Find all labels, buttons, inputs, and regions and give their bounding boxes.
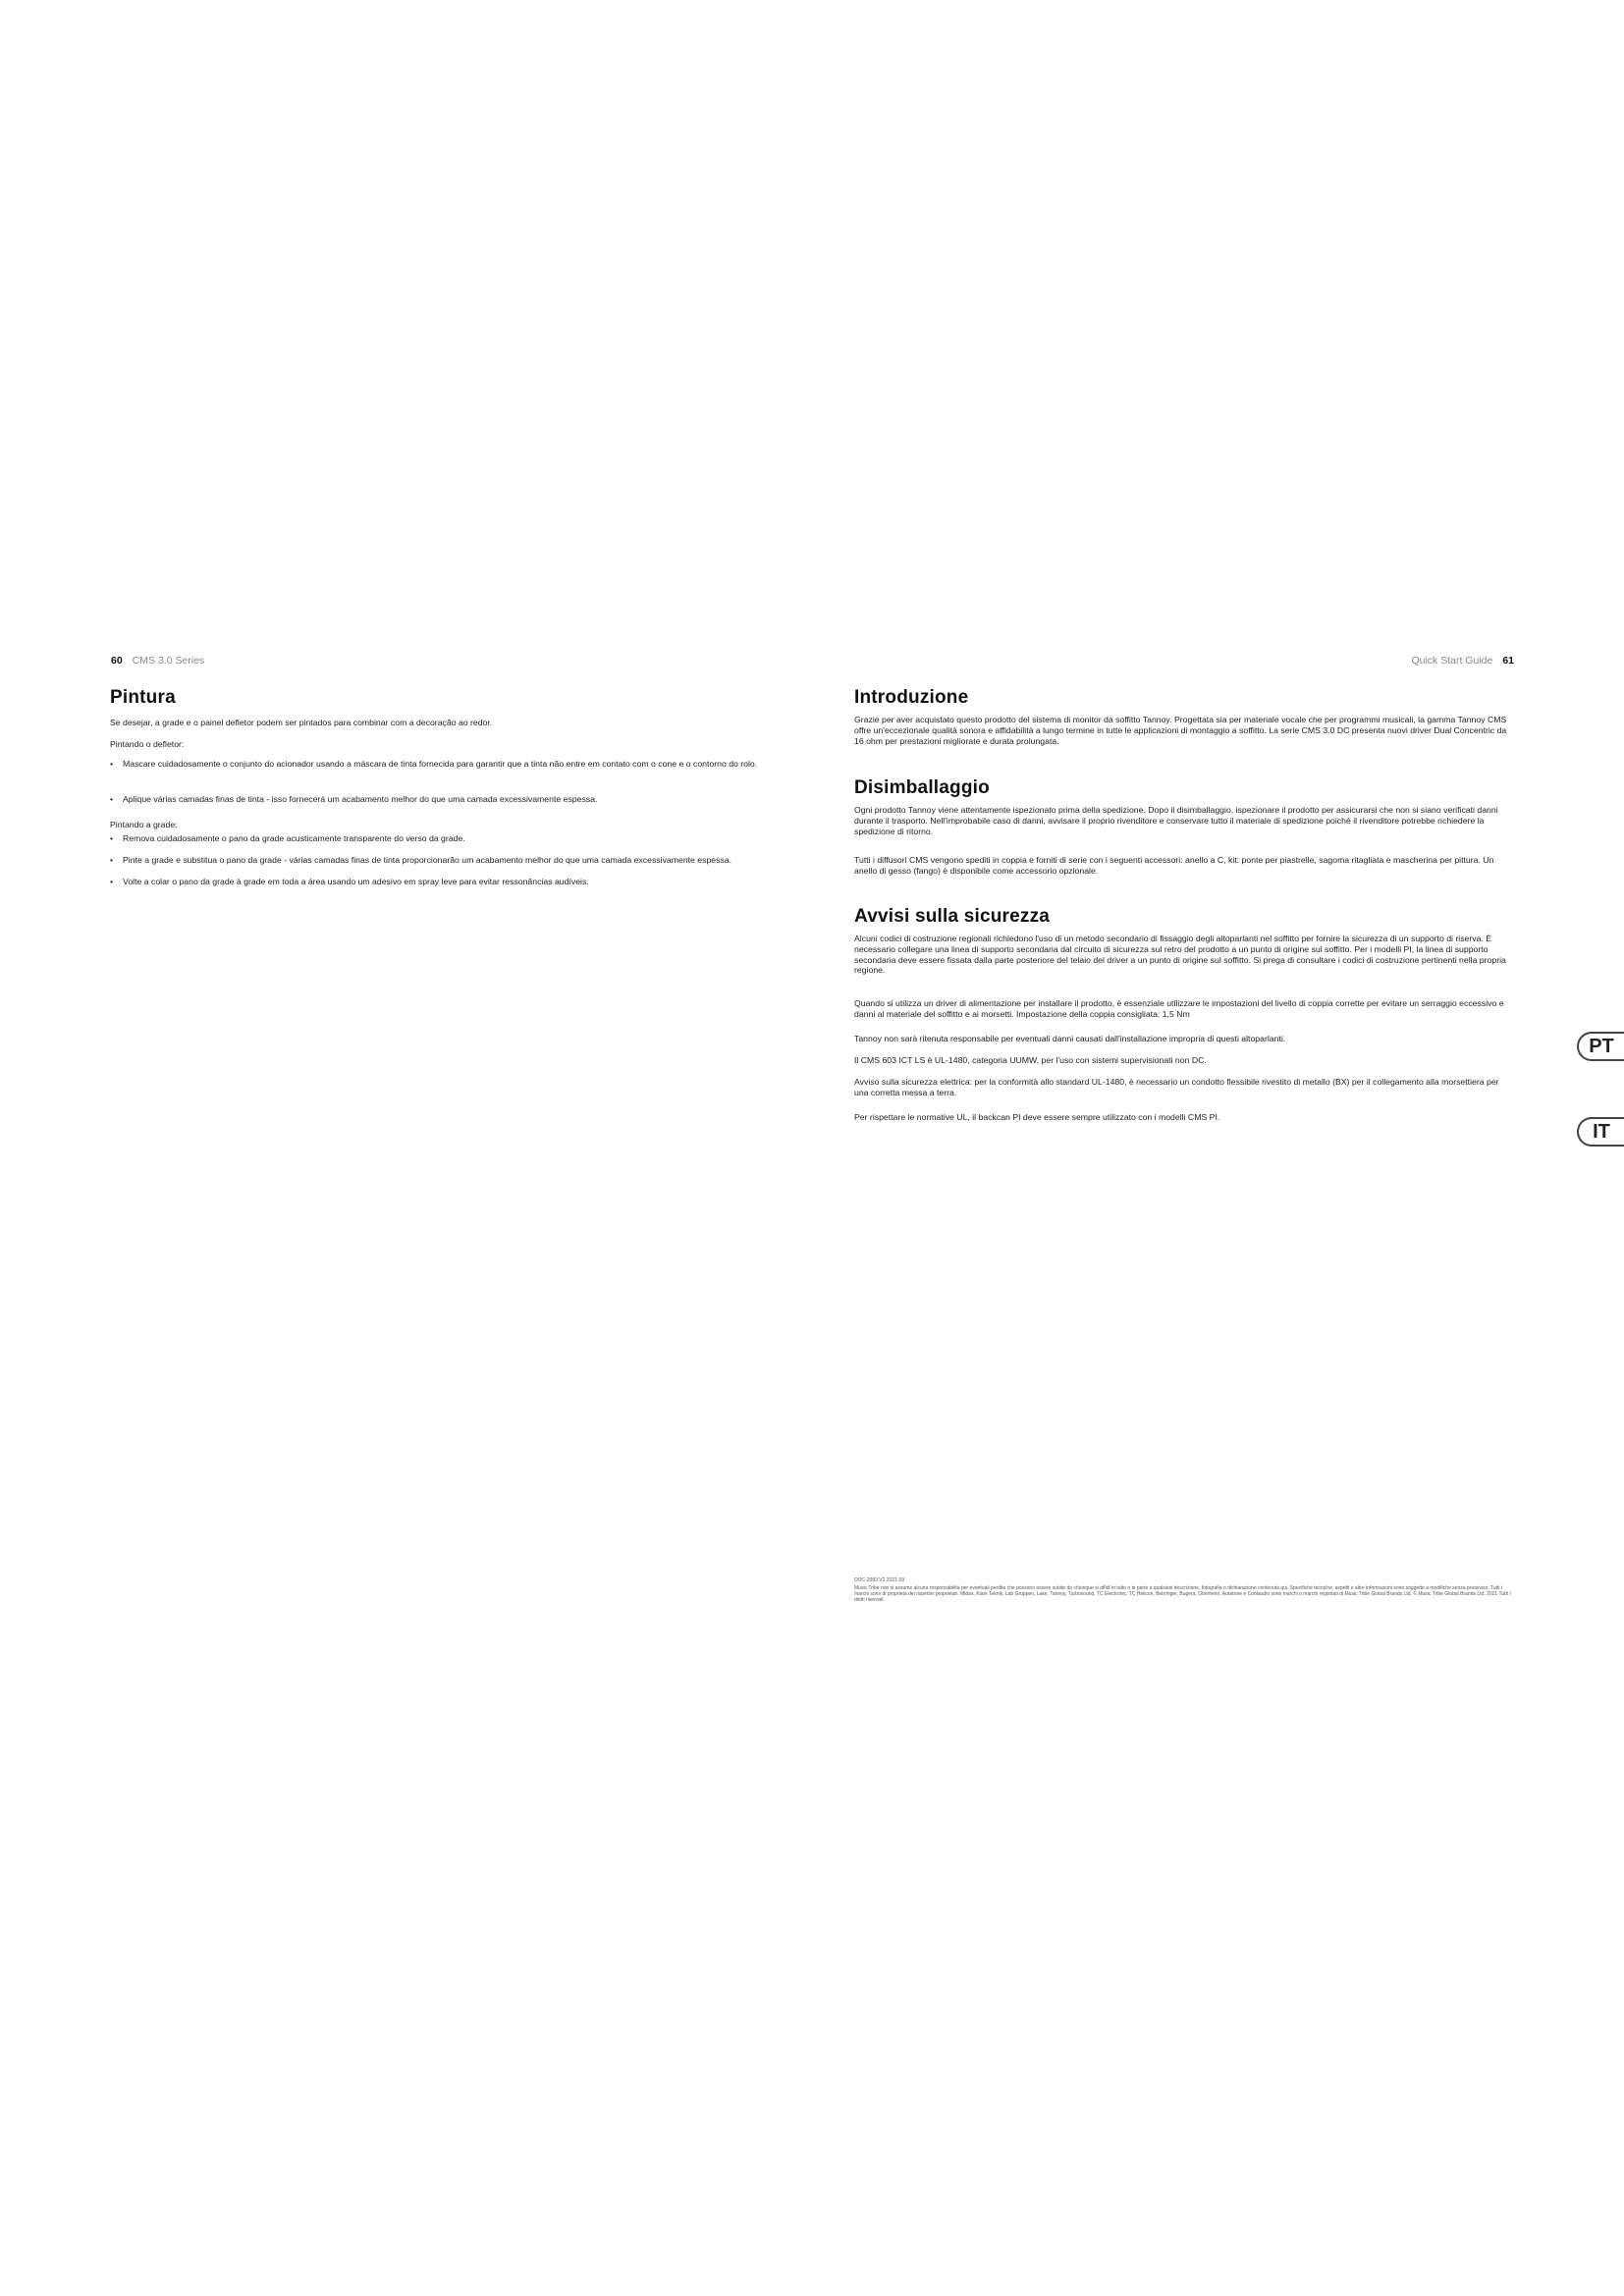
heading-disimballaggio: Disimballaggio (854, 777, 990, 798)
pintura-intro: Se desejar, a grade e o painel defletor podem ser pintados para combinar com a decoração ao redor. (110, 718, 493, 727)
disimballaggio-text-2: Tutti i diffusori CMS vengono spediti in coppia e forniti di serie con i seguenti accessori: anello a C, kit: ponte per piastrelle, sagoma ritagliata e mascherina per pittura. Un anello di gesso (fango) è disponibile come accessorio opzionale. (854, 855, 1494, 876)
fine-print-legal: Music Tribe non si assume alcuna responsabilità per eventuali perdite che possono essere subite da chiunque si affidi in tutto o in parte a qualsiasi descrizione, fotografia o dichiarazione contenuta qui. Specifiche tecniche, aspetti e altre informazioni sono soggette a modifiche senza preavviso. Tutti i marchi sono di proprietà dei rispettivi proprietari. Midas, Klark Teknik, Lab Gruppen, Lake, Tannoy, Turbosound, TC Electronic, TC Helicon, Behringer, Bugera, Oberheim, Auratone e Coolaudio sono marchi o marchi registrati di Music Tribe Global Brands Ltd. © Music Tribe Global Brands Ltd. 2021 Tutti i diritti riservati. (854, 1585, 1511, 1604)
subhead-defletor: Pintando o defletor: (110, 739, 185, 749)
right-page-number: 61 (1502, 655, 1514, 667)
language-tab-it[interactable]: IT (1577, 1117, 1624, 1147)
sicurezza-text-4: Il CMS 603 ICT LS è UL-1480, categoria UUMW, per l'uso con sistemi supervisionati non DC. (854, 1055, 1207, 1065)
sicurezza-text-6: Per rispettare le normative UL, il backcan PI deve essere sempre utilizzato con i modelli CMS PI. (854, 1112, 1220, 1122)
introduzione-text: Grazie per aver acquistato questo prodotto del sistema di monitor da soffitto Tannoy. Progettata sia per materiale vocale che per programmi musicali, la gamma Tannoy CMS offre un'eccezionale qualità sonora e affidabilità a lungo termine in tutte le applicazioni di montaggio a soffitto. La serie CMS 3.0 DC presenta nuovi driver Dual Concentric da 16 ohm per prestazioni migliorate e durata prolungata. (854, 715, 1507, 746)
list-item: • Remova cuidadosamente o pano da grade acusticamente transparente do verso da grade. (110, 833, 465, 843)
sicurezza-text-2: Quando si utilizza un driver di alimentazione per installare il prodotto, è essenziale utilizzare le impostazioni del livello di coppia corrette per evitare un serraggio eccessivo e danni al materiale del soffitto e ai morsetti. Impostazione della coppia consigliata: 1,5 Nm (854, 998, 1504, 1019)
left-page-number: 60 (111, 655, 123, 667)
subhead-grade: Pintando a grade: (110, 820, 178, 829)
list-item: • Mascare cuidadosamente o conjunto do acionador usando a máscara de tinta fornecida para garantir que a tinta não entre em contato com o cone e o contorno do rolo. (110, 759, 758, 769)
left-series-label: CMS 3.0 Series (132, 655, 205, 667)
heading-avvisi-sicurezza: Avvisi sulla sicurezza (854, 906, 1051, 927)
fine-print-code: DOC-2083 V2 2021-09 (854, 1577, 905, 1583)
sicurezza-text-5: Avviso sulla sicurezza elettrica: per la conformità allo standard UL-1480, è necessario un condotto flessibile rivestito di metallo (BX) per il collegamento alla morsettiera per una corretta messa a terra. (854, 1077, 1499, 1097)
sicurezza-text-3: Tannoy non sarà ritenuta responsabile per eventuali danni causati dall'installazione impropria di questi altoparlanti. (854, 1034, 1286, 1043)
language-tab-pt[interactable]: PT (1577, 1032, 1624, 1061)
right-page-header (1411, 655, 1514, 667)
list-item: • Pinte a grade e substitua o pano da grade - várias camadas finas de tinta proporcionarão um acabamento melhor do que uma camada excessivamente espessa. (110, 855, 732, 865)
heading-pintura: Pintura (110, 687, 176, 708)
list-item: • Aplique várias camadas finas de tinta - isso fornecerá um acabamento melhor do que uma camada excessivamente espessa. (110, 794, 598, 804)
list-item: • Volte a colar o pano da grade à grade em toda a área usando um adesivo em spray leve para evitar ressonâncias audíveis. (110, 877, 589, 886)
left-page-header (111, 655, 204, 667)
disimballaggio-text-1: Ogni prodotto Tannoy viene attentamente ispezionato prima della spedizione. Dopo il disimballaggio, ispezionare il prodotto per assicurarsi che non si siano verificati danni durante il trasporto. Nell'improbabile caso di danni, avvisare il proprio rivenditore e conservare tutto il materiale di spedizione poiché il rivenditore potrebbe richiedere la spedizione di ritorno. (854, 805, 1498, 836)
sicurezza-text-1: Alcuni codici di costruzione regionali richiedono l'uso di un metodo secondario di fissaggio degli altoparlanti nel soffitto per fornire la sicurezza di un supporto di riserva. È necessario collegare una linea di supporto secondaria dal circuito di sicurezza sul retro del prodotto a un punto di origine sul soffitto. Per i modelli PI, la linea di supporto secondaria deve essere fissata dalla parte posteriore del telaio del driver a un punto di origine sul soffitto. Si prega di consultare i codici di costruzione pertinenti nella propria regione. (854, 934, 1506, 976)
heading-introduzione: Introduzione (854, 687, 969, 708)
guide-label: Quick Start Guide (1411, 655, 1493, 667)
